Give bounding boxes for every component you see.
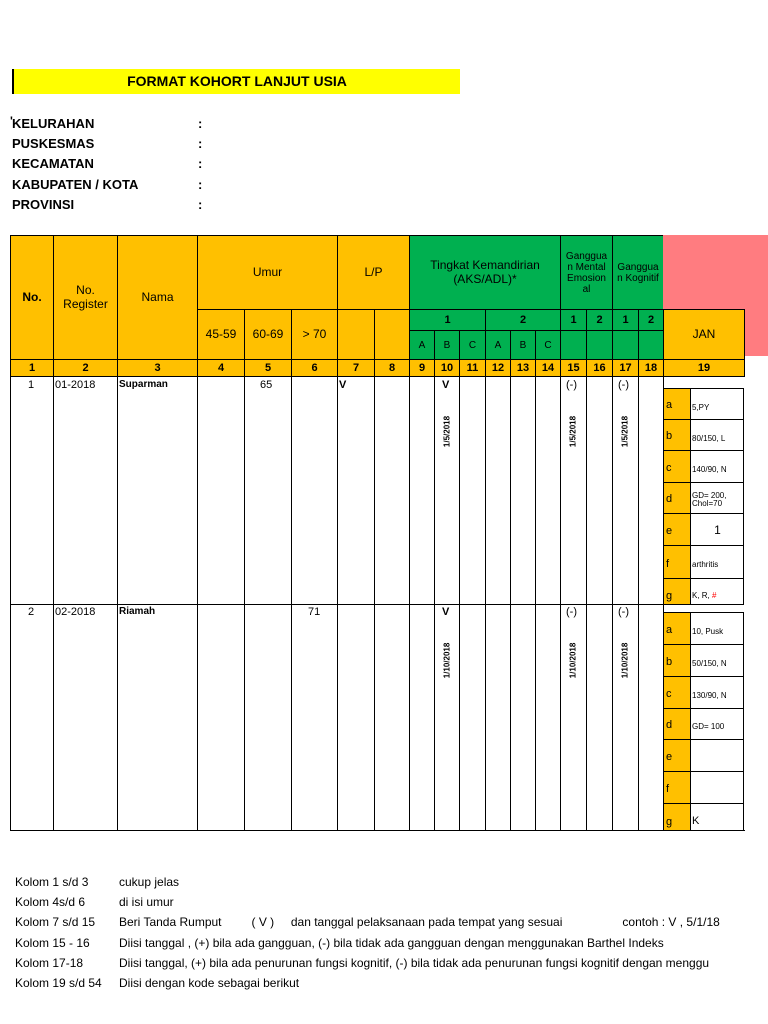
grid-line bbox=[10, 830, 745, 831]
header-umur-70: > 70 bbox=[291, 309, 338, 360]
code-key: c bbox=[666, 462, 672, 474]
col-number: 9 bbox=[409, 359, 435, 377]
code-value: 140/90, N bbox=[690, 450, 744, 483]
code-key-cell bbox=[663, 482, 691, 514]
code-value: GD= 100 bbox=[690, 708, 744, 740]
grid-line bbox=[510, 376, 511, 831]
col-number: 19 bbox=[663, 359, 745, 377]
code-key-cell bbox=[663, 450, 691, 483]
code-key: d bbox=[666, 719, 673, 731]
header-kognitif-1-sub bbox=[612, 330, 639, 360]
grid-line bbox=[291, 376, 292, 831]
info-colon: : bbox=[198, 136, 203, 151]
code-key: e bbox=[666, 525, 673, 537]
row-nama: Suparman bbox=[119, 379, 168, 390]
code-value bbox=[690, 739, 744, 772]
header-mental-1: 1 bbox=[560, 309, 587, 331]
grid-line bbox=[337, 376, 338, 831]
grid-line bbox=[560, 376, 561, 831]
col-number: 1 bbox=[10, 359, 54, 377]
note-label: Kolom 1 s/d 3 bbox=[15, 875, 89, 889]
grid-line bbox=[197, 376, 198, 831]
code-key: b bbox=[666, 656, 673, 668]
note-text: Beri Tanda Rumput ( V ) dan tanggal pelaksanaan pada tempat yang sesuai contoh : V , 5/1/18 bbox=[119, 915, 720, 929]
grid-line bbox=[244, 376, 245, 831]
header-tingkat-group-2: 2 bbox=[485, 309, 561, 331]
header-no: No. bbox=[10, 235, 54, 360]
note-text: cukup jelas bbox=[119, 875, 180, 889]
row-lp-check: V bbox=[339, 379, 347, 391]
row-age: 71 bbox=[308, 606, 321, 618]
row-mental-date: 1/5/2018 bbox=[568, 415, 578, 448]
code-key-cell bbox=[663, 545, 691, 579]
grid-line bbox=[586, 376, 587, 831]
col-number: 6 bbox=[291, 359, 338, 377]
note-label: Kolom 4s/d 6 bbox=[15, 895, 86, 909]
col-number: 2 bbox=[53, 359, 118, 377]
header-nama: Nama bbox=[117, 235, 198, 360]
note-label: Kolom 15 - 16 bbox=[15, 936, 90, 950]
grid-line bbox=[10, 376, 745, 377]
code-key: b bbox=[666, 430, 673, 442]
info-label-kecamatan: KECAMATAN bbox=[12, 156, 94, 171]
header-sub-c: C bbox=[459, 330, 486, 360]
code-key: d bbox=[666, 493, 673, 505]
code-key-cell bbox=[663, 612, 691, 645]
row-nama: Riamah bbox=[119, 606, 156, 617]
col-number: 5 bbox=[244, 359, 292, 377]
note-text: Diisi dengan kode sebagai berikut bbox=[119, 976, 300, 990]
grid-line bbox=[409, 376, 410, 831]
header-no-register: No. Register bbox=[53, 235, 118, 360]
header-kognitif-2: 2 bbox=[638, 309, 664, 331]
info-colon: : bbox=[198, 197, 203, 212]
header-tingkat-group-1: 1 bbox=[409, 309, 486, 331]
header-sub-a: A bbox=[485, 330, 511, 360]
page-title: FORMAT KOHORT LANJUT USIA bbox=[12, 69, 460, 94]
code-key-cell bbox=[663, 513, 691, 546]
row-register: 02-2018 bbox=[55, 606, 96, 618]
col-number: 16 bbox=[586, 359, 613, 377]
code-key-cell bbox=[663, 388, 691, 420]
info-colon: : bbox=[198, 156, 203, 171]
code-key: c bbox=[666, 688, 672, 700]
col-number: 4 bbox=[197, 359, 245, 377]
col-number: 17 bbox=[612, 359, 639, 377]
code-key-cell bbox=[663, 676, 691, 709]
col-number: 7 bbox=[337, 359, 375, 377]
row-aks-date: 1/10/2018 bbox=[442, 642, 452, 679]
info-label-kabupaten: KABUPATEN / KOTA bbox=[12, 177, 139, 192]
header-kognitif-1: 1 bbox=[612, 309, 639, 331]
row-kognitif-result: (-) bbox=[618, 379, 629, 391]
grid-line bbox=[612, 376, 613, 831]
header-umur-45-59: 45-59 bbox=[197, 309, 245, 360]
header-sub-a: A bbox=[409, 330, 435, 360]
code-key-cell bbox=[663, 644, 691, 677]
note-text: Diisi tanggal, (+) bila ada penurunan fungsi kognitif, (-) bila tidak ada penurunan fungsi kognitif dengan menggu bbox=[119, 956, 710, 970]
row-register: 01-2018 bbox=[55, 379, 96, 391]
col-number: 8 bbox=[374, 359, 410, 377]
header-mental-2: 2 bbox=[586, 309, 613, 331]
row-aks-check: V bbox=[442, 606, 450, 618]
header-lp-l bbox=[337, 309, 375, 360]
row-no: 2 bbox=[28, 606, 35, 618]
code-key-cell bbox=[663, 739, 691, 772]
code-key: a bbox=[666, 399, 673, 411]
grid-line bbox=[374, 376, 375, 831]
grid-line bbox=[434, 376, 435, 831]
grid-line bbox=[459, 376, 460, 831]
info-tick-mark: ' bbox=[10, 114, 13, 128]
note-text: Diisi tanggal , (+) bila ada gangguan, (-) bila tidak ada gangguan dengan menggunakan Barthel Indeks bbox=[119, 936, 664, 950]
info-colon: : bbox=[198, 177, 203, 192]
info-label-provinsi: PROVINSI bbox=[12, 197, 75, 212]
header-sub-c: C bbox=[535, 330, 561, 360]
code-key: f bbox=[666, 558, 670, 570]
code-value: K bbox=[690, 803, 744, 831]
row-no: 1 bbox=[28, 379, 35, 391]
row-mental-result: (-) bbox=[566, 606, 577, 618]
header-kognitif-2-sub bbox=[638, 330, 664, 360]
grid-line bbox=[53, 376, 54, 831]
code-key-cell bbox=[663, 419, 691, 451]
col-number: 18 bbox=[638, 359, 664, 377]
grid-line bbox=[638, 376, 639, 831]
col-number: 14 bbox=[535, 359, 561, 377]
header-sub-b: B bbox=[510, 330, 536, 360]
grid-line bbox=[117, 376, 118, 831]
code-key: f bbox=[666, 783, 670, 795]
header-mental-2-sub bbox=[586, 330, 613, 360]
code-key-cell bbox=[663, 578, 691, 605]
note-label: Kolom 19 s/d 54 bbox=[15, 976, 102, 990]
header-gangguan-mental: Ganggua n Mental Emosion al bbox=[560, 235, 613, 310]
code-value: GD= 200, Chol=70 bbox=[690, 482, 744, 514]
code-value: 80/150, L bbox=[690, 419, 744, 451]
row-age: 65 bbox=[260, 379, 273, 391]
col-number: 11 bbox=[459, 359, 486, 377]
note-label: Kolom 17-18 bbox=[15, 956, 84, 970]
col-number: 15 bbox=[560, 359, 587, 377]
header-gangguan-kognitif: Ganggua n Kognitif bbox=[612, 235, 664, 310]
row-mental-date: 1/10/2018 bbox=[568, 642, 578, 679]
header-month-jan: JAN bbox=[663, 309, 745, 360]
code-key: g bbox=[666, 816, 673, 828]
header-sub-b: B bbox=[434, 330, 460, 360]
code-value: 10, Pusk bbox=[690, 612, 744, 645]
row-aks-date: 1/5/2018 bbox=[442, 415, 452, 448]
code-value bbox=[690, 578, 744, 605]
info-label-kelurahan: KELURAHAN bbox=[12, 116, 95, 131]
code-key-cell bbox=[663, 803, 691, 831]
code-key: a bbox=[666, 624, 673, 636]
row-aks-check: V bbox=[442, 379, 450, 391]
col-number: 3 bbox=[117, 359, 198, 377]
note-text: di isi umur bbox=[119, 895, 174, 909]
col-number: 10 bbox=[434, 359, 460, 377]
code-value: arthritis bbox=[690, 545, 744, 579]
code-key: g bbox=[666, 590, 673, 602]
header-umur-60-69: 60-69 bbox=[244, 309, 292, 360]
code-key-cell bbox=[663, 771, 691, 804]
code-value: 130/90, N bbox=[690, 676, 744, 709]
grid-line bbox=[485, 376, 486, 831]
header-lp: L/P bbox=[337, 235, 410, 310]
note-label: Kolom 7 s/d 15 bbox=[15, 915, 96, 929]
header-tingkat-kemandirian: Tingkat Kemandirian (AKS/ADL)* bbox=[409, 235, 561, 310]
grid-line bbox=[10, 376, 11, 831]
col-number: 12 bbox=[485, 359, 511, 377]
header-umur: Umur bbox=[197, 235, 338, 310]
code-value-text: K, R, bbox=[692, 591, 710, 600]
row-kognitif-date: 1/10/2018 bbox=[620, 642, 630, 679]
code-key-cell bbox=[663, 708, 691, 740]
row-kognitif-result: (-) bbox=[618, 606, 629, 618]
code-value: 1 bbox=[690, 513, 744, 546]
header-mental-1-sub bbox=[560, 330, 587, 360]
code-value bbox=[690, 771, 744, 804]
code-key: e bbox=[666, 751, 673, 763]
info-label-puskesmas: PUSKESMAS bbox=[12, 136, 95, 151]
code-value-hash: # bbox=[712, 591, 717, 600]
code-value: 50/150, N bbox=[690, 644, 744, 677]
header-lp-p bbox=[374, 309, 410, 360]
code-value: 5,PY bbox=[690, 388, 744, 420]
col-number: 13 bbox=[510, 359, 536, 377]
row-mental-result: (-) bbox=[566, 379, 577, 391]
row-kognitif-date: 1/5/2018 bbox=[620, 415, 630, 448]
info-colon: : bbox=[198, 116, 203, 131]
grid-line bbox=[535, 376, 536, 831]
